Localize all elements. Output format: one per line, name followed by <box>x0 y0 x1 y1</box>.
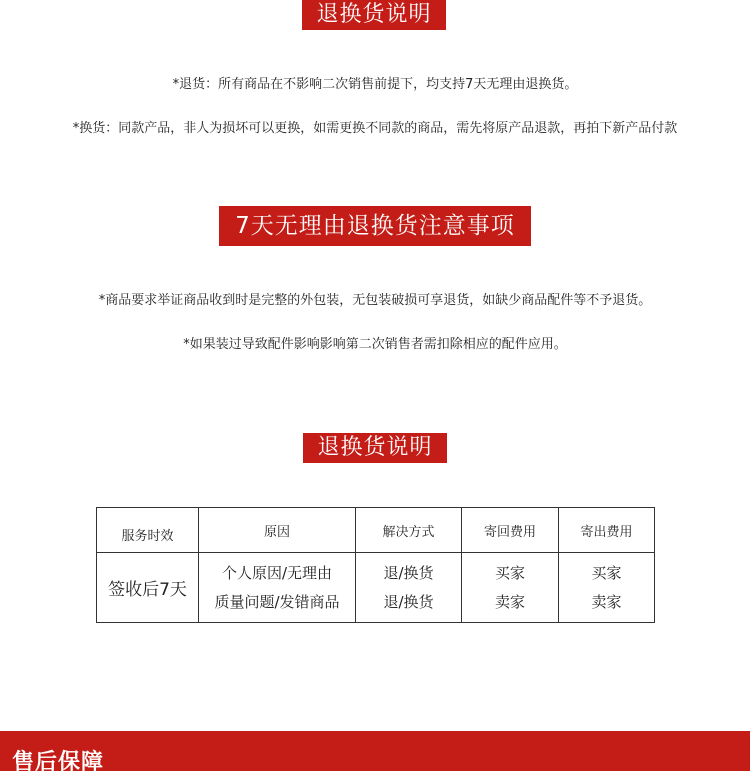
section-title-policy-table <box>303 433 447 463</box>
footer-title: 售后保障 <box>12 750 105 775</box>
return-policy-table <box>96 507 655 623</box>
after-sales-footer-banner <box>0 731 750 775</box>
send-fee-text: 买家 <box>591 563 622 582</box>
reason-text: 质量问题/发错商品 <box>214 592 340 611</box>
table-header-cell: 服务时效 <box>97 508 199 553</box>
notes-line: *如果装过导致配件影响影响第二次销售者需扣除相应的配件应用。 <box>183 337 567 352</box>
table-header-cell: 解决方式 <box>356 508 462 553</box>
section-title-text: 7天无理由退换货注意事项 <box>235 212 515 239</box>
reason-cell <box>199 553 356 623</box>
section-title-return-policy <box>302 0 446 30</box>
exchange-policy-line: *换货：同款产品，非人为损坏可以更换，如需更换不同款的商品，需先将原产品退款，再拍下新产品付款 <box>72 121 678 136</box>
reason-text: 个人原因/无理由 <box>221 563 333 582</box>
return-policy-line: *退货：所有商品在不影响二次销售前提下，均支持7天无理由退换货。 <box>172 77 578 92</box>
table-header-row <box>97 508 655 553</box>
solution-text: 退/换货 <box>383 592 434 611</box>
table-row <box>97 553 655 623</box>
send-fee-text: 卖家 <box>591 592 622 611</box>
notes-line: *商品要求举证商品收到时是完整的外包装，无包装破损可享退货，如缺少商品配件等不予退货。 <box>98 293 652 308</box>
section-title-text: 退换货说明 <box>316 2 432 27</box>
send-fee-cell <box>559 553 655 623</box>
solution-text: 退/换货 <box>383 563 434 582</box>
period-cell: 签收后7天 <box>97 553 199 623</box>
section-title-text: 退换货说明 <box>317 435 433 460</box>
return-fee-text: 卖家 <box>494 592 525 611</box>
return-fee-text: 买家 <box>494 563 525 582</box>
table-header-cell: 寄出费用 <box>559 508 655 553</box>
return-fee-cell <box>462 553 559 623</box>
section-title-notes <box>219 206 531 246</box>
table-header-cell: 原因 <box>199 508 356 553</box>
table-header-cell: 寄回费用 <box>462 508 559 553</box>
solution-cell <box>356 553 462 623</box>
